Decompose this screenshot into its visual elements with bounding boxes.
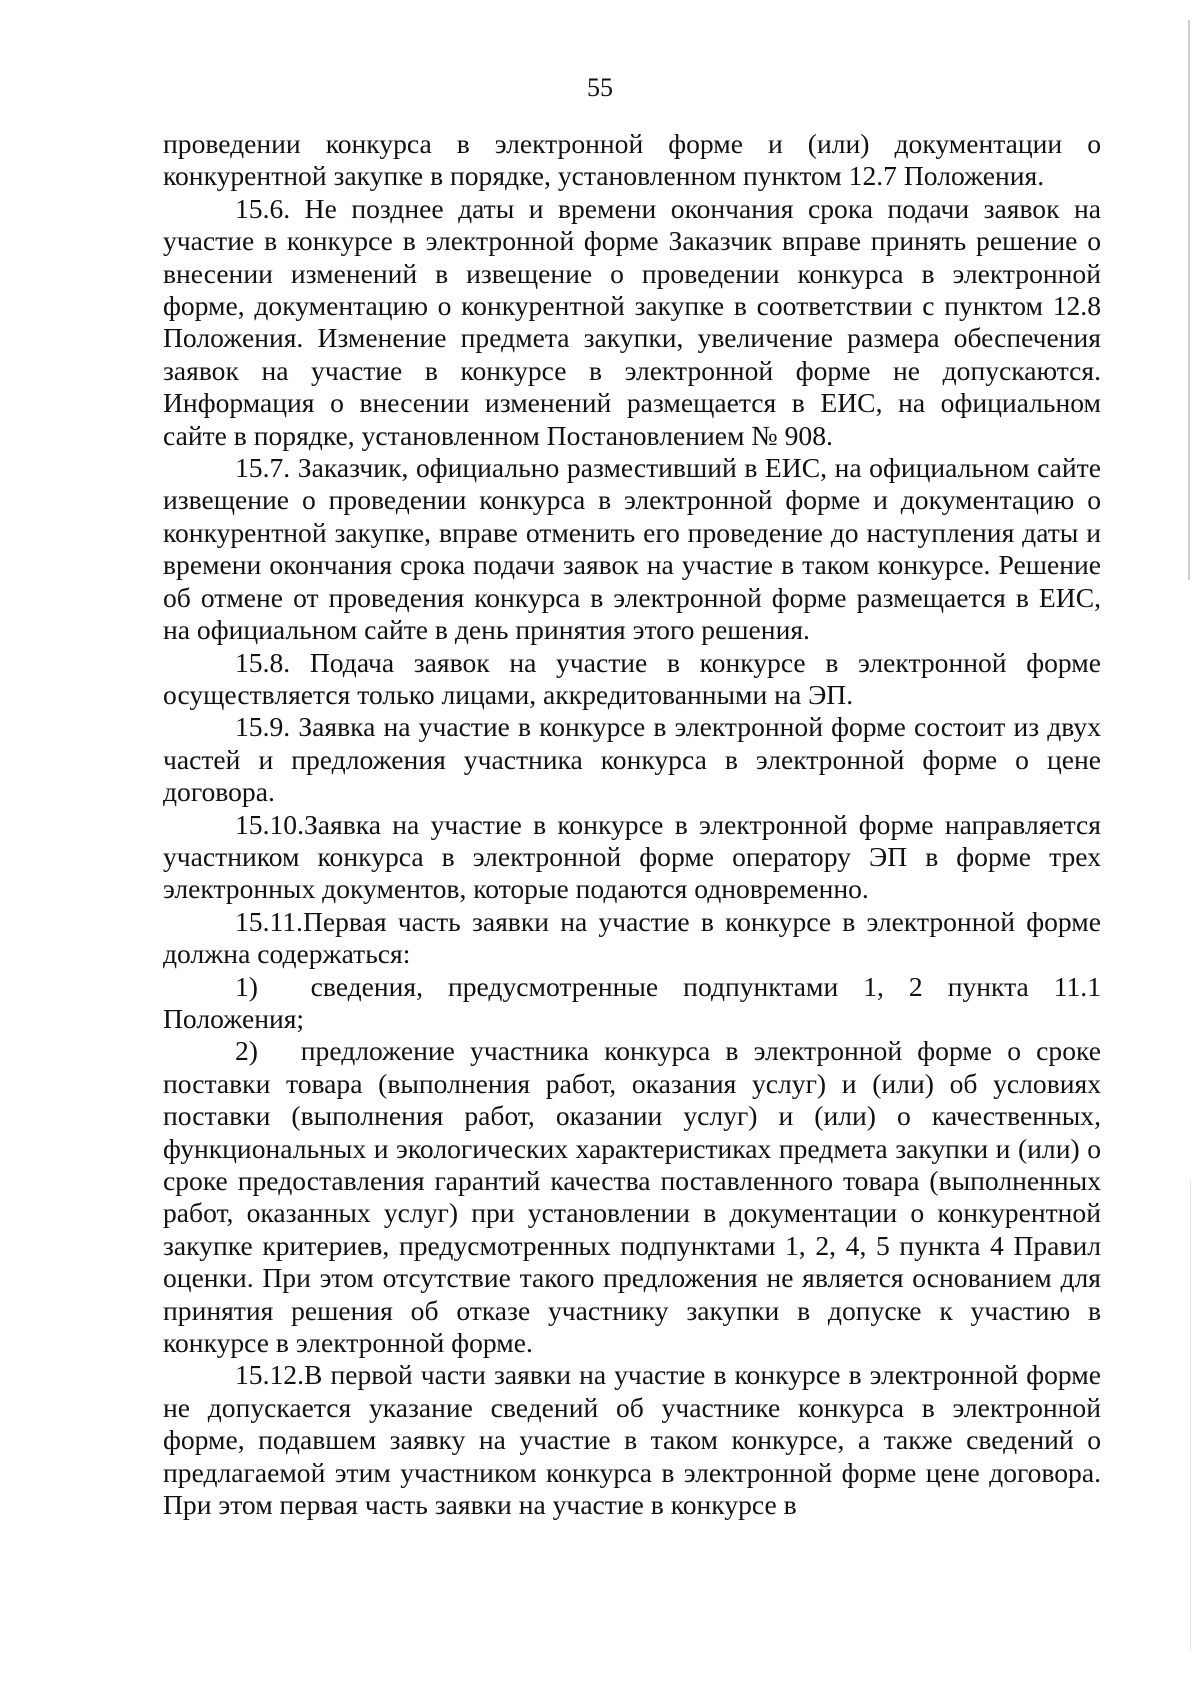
paragraph-15-12: 15.12.В первой части заявки на участие в конкурсе в электронной форме не допускается указание сведений об участнике конкурса в электронной форме, подавшем заявку на участие в таком конкурсе, а также сведений о предлагаемой этим участником конкурса в электронной форме цене договора. При этом первая часть заявки на участие в конкурсе в <box>163 1359 1101 1521</box>
list-item-1: 1) сведения, предусмотренные подпунктами 1, 2 пункта 11.1 Положения; <box>163 970 1101 1034</box>
paragraph-15-8: 15.8. Подача заявок на участие в конкурсе в электронной форме осуществляется только лицами, аккредитованными на ЭП. <box>163 646 1101 710</box>
list-item-2: 2) предложение участника конкурса в электронной форме о сроке поставки товара (выполнения работ, оказания услуг) и (или) об условиях поставки (выполнения работ, оказании услуг) и (или) о качественных, функциональных и экологических характеристиках предмета закупки и (или) о сроке предоставления гарантий качества поставленного товара (выполненных работ, оказанных услуг) при установлении в документации о конкурентной закупке критериев, предусмотренных подпунктами 1, 2, 4, 5 пункта 4 Правил оценки. При этом отсутствие такого предложения не является основанием для принятия решения об отказе участнику закупки в допуске к участию в конкурсе в электронной форме. <box>163 1035 1101 1359</box>
scan-edge-line <box>1188 20 1190 580</box>
paragraph-15-11: 15.11.Первая часть заявки на участие в конкурсе в электронной форме должна содержаться: <box>163 905 1101 970</box>
paragraph-15-7: 15.7. Заказчик, официально разместивший в ЕИС, на официальном сайте извещение о проведении конкурса в электронной форме и документацию о конкурентной закупке, вправе отменить его проведение до наступления даты и времени окончания срока подачи заявок на участие в таком конкурсе. Решение об отмене от проведения конкурса в электронной форме размещается в ЕИС, на официальном сайте в день принятия этого решения. <box>163 452 1101 646</box>
scan-edge-line-lower <box>1190 1180 1191 1650</box>
paragraph-15-9: 15.9. Заявка на участие в конкурсе в электронной форме состоит из двух частей и предложения участника конкурса в электронной форме о цене договора. <box>163 711 1101 808</box>
document-body <box>163 128 1101 1521</box>
paragraph-15-6: 15.6. Не позднее даты и времени окончания срока подачи заявок на участие в конкурсе в электронной форме Заказчик вправе принять решение о внесении изменений в извещение о проведении конкурса в электронной форме, документацию о конкурентной закупке в соответствии с пунктом 12.8 Положения. Изменение предмета закупки, увеличение размера обеспечения заявок на участие в конкурсе в электронной форме не допускаются. Информация о внесении изменений размещается в ЕИС, на официальном сайте в порядке, установленном Постановлением № 908. <box>163 192 1101 451</box>
paragraph-15-10: 15.10.Заявка на участие в конкурсе в электронной форме направляется участником конкурса в электронной форме оператору ЭП в форме трех электронных документов, которые подаются одновременно. <box>163 808 1101 905</box>
page-number: 55 <box>587 73 613 102</box>
paragraph-continuation: проведении конкурса в электронной форме и (или) документации о конкурентной закупке в порядке, установленном пунктом 12.7 Положения. <box>163 128 1101 192</box>
